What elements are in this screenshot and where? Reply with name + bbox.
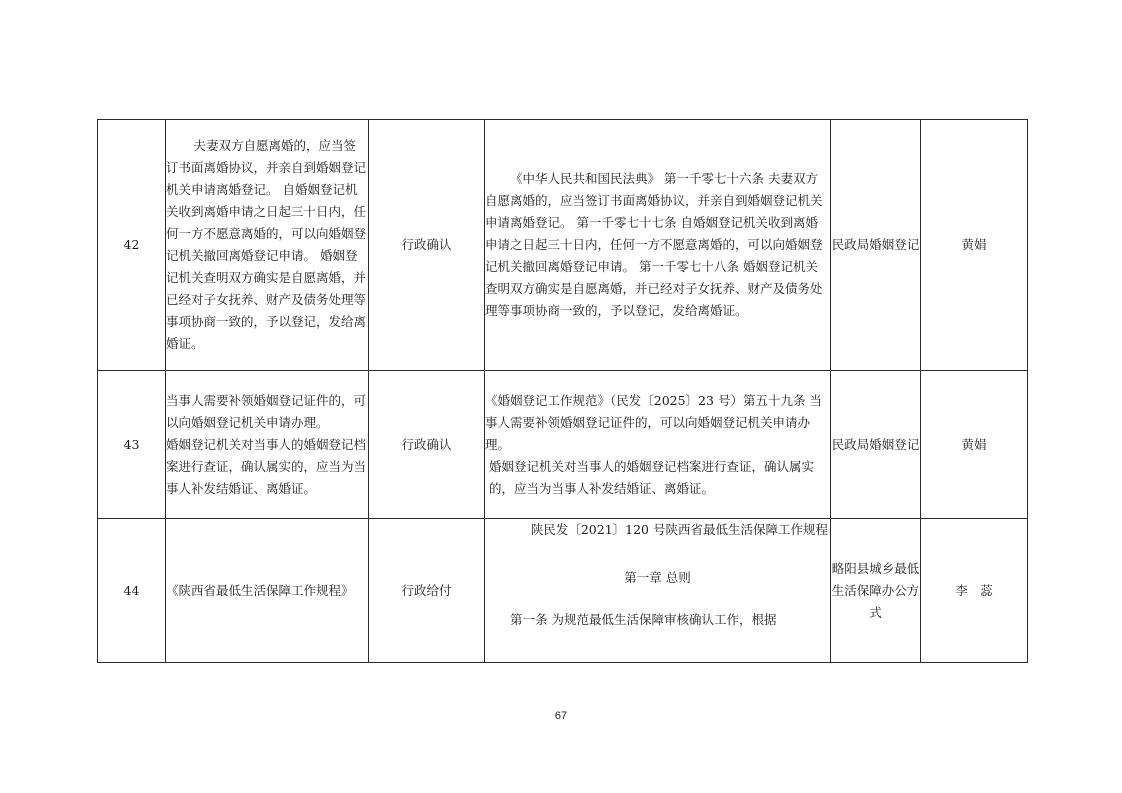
condition-text: 婚姻登记机关对当事人的婚姻登记档案进行查证，确认属实的，应当为当事人补发结婚证、离婚证。 <box>166 436 367 496</box>
condition-cell <box>166 120 369 371</box>
matters-table <box>97 119 1028 663</box>
row-number: 42 <box>98 120 166 371</box>
condition-text: 《陕西省最低生活保障工作规程》 <box>166 582 354 598</box>
table-row <box>98 519 1028 663</box>
table-row <box>98 371 1028 519</box>
condition-cell <box>166 519 369 663</box>
matter-type: 行政给付 <box>369 519 485 663</box>
legal-basis-text: 第一条 为规范最低生活保障审核确认工作，根据 <box>510 612 777 627</box>
condition-text: 夫妻双方自愿离婚的，应当签订书面离婚协议，并亲自到婚姻登记机关申请离婚登记。 自婚姻登记机关收到离婚申请之日起三十日内，任何一方不愿意离婚的，可以向婚姻登记机关撤回离婚登记申请。 婚姻登记机关查明双方确实是自愿离婚，并已经对子女抚养、财产及债务处理等事项协商一致的，予以登记，发给离婚证。 <box>166 138 367 351</box>
condition-cell <box>166 371 369 519</box>
condition-text: 当事人需要补领婚姻登记证件的，可以向婚姻登记机关申请办理。 <box>166 392 367 430</box>
table-row <box>98 120 1028 371</box>
row-number: 43 <box>98 371 166 519</box>
chapter-heading: 第一章 总则 <box>624 570 691 585</box>
responsible-person: 黄娟 <box>921 120 1028 371</box>
agency-cell: 民政局婚姻登记 <box>831 371 921 519</box>
responsible-person: 黄娟 <box>921 371 1028 519</box>
legal-basis-text: 陕民发〔2021〕120 号陕西省最低生活保障工作规程 <box>530 522 828 537</box>
legal-basis-cell <box>485 371 831 519</box>
legal-basis-cell <box>485 120 831 371</box>
agency-cell: 民政局婚姻登记 <box>831 120 921 371</box>
responsible-person: 李 蕊 <box>921 519 1028 663</box>
matter-type: 行政确认 <box>369 371 485 519</box>
legal-basis-text: 婚姻登记机关对当事人的婚姻登记档案进行查证，确认属实的，应当为当事人补发结婚证、离婚证。 <box>489 458 815 496</box>
legal-basis-cell <box>485 519 831 663</box>
legal-basis-text: 《中华人民共和国民法典》 第一千零七十六条 夫妻双方自愿离婚的，应当签订书面离婚协议，并亲自到婚姻登记机关申请离婚登记。 第一千零七十七条 自婚姻登记机关收到离婚申请之日起三十日内，任何一方不愿意离婚的，可以向婚姻登记机关撤回离婚登记申请。 第一千零七十八条 婚姻登记机关查明双方确实是自愿离婚，并已经对子女抚养、财产及债务处理等事项协商一致的，予以登记，发给离婚证。 <box>485 171 823 318</box>
matter-type: 行政确认 <box>369 120 485 371</box>
page-number: 67 <box>554 710 568 722</box>
legal-basis-text: 《婚姻登记工作规范》（民发〔2025〕23 号）第五十九条 当事人需要补领婚姻登记证件的，可以向婚姻登记机关申请办理。 <box>485 392 822 452</box>
row-number: 44 <box>98 519 166 663</box>
agency-cell: 略阳县城乡最低生活保障办公方式 <box>831 519 921 663</box>
